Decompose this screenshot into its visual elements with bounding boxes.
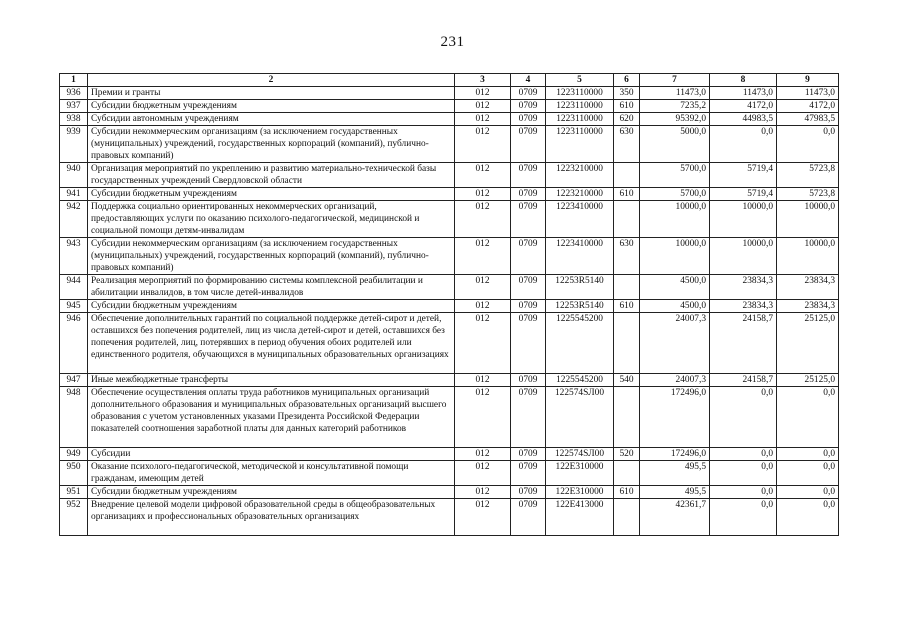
row-expense-kind (614, 313, 640, 374)
row-amount-col8: 10000,0 (710, 238, 777, 275)
row-name: Обеспечение осуществления оплаты труда работников муниципальных организаций дополнительного образования и муниципальных образовательных организаций высшего образования с учетом установленных указами Президента Российской Федерации показателей соотношения заработной платы для данных категорий работников (88, 387, 455, 448)
row-amount-col8: 0,0 (710, 126, 777, 163)
row-section-code: 0709 (511, 100, 546, 113)
row-amount-col7: 11473,0 (640, 87, 710, 100)
table-row (60, 126, 839, 163)
column-header: 9 (777, 74, 839, 87)
row-expense-kind (614, 163, 640, 188)
table-row (60, 448, 839, 461)
row-admin-code: 012 (455, 87, 511, 100)
column-header: 2 (88, 74, 455, 87)
row-article-code: 1223110000 (546, 113, 614, 126)
row-amount-col7: 495,5 (640, 486, 710, 499)
row-name: Субсидии некоммерческим организациям (за исключением государственных (муниципальных) учреждений, государственных корпораций (компаний), публично-правовых компаний) (88, 126, 455, 163)
row-amount-col9: 25125,0 (777, 374, 839, 387)
row-number: 945 (60, 300, 88, 313)
table-row (60, 486, 839, 499)
page-number: 231 (440, 34, 465, 50)
row-article-code: 12253R5140 (546, 300, 614, 313)
row-number: 939 (60, 126, 88, 163)
row-section-code: 0709 (511, 486, 546, 499)
row-name: Субсидии автономным учреждениям (88, 113, 455, 126)
row-amount-col7: 495,5 (640, 461, 710, 486)
row-amount-col9: 25125,0 (777, 313, 839, 374)
row-expense-kind (614, 461, 640, 486)
row-name: Реализация мероприятий по формированию системы комплексной реабилитации и абилитации инвалидов, в том числе детей-инвалидов (88, 275, 455, 300)
row-amount-col9: 23834,3 (777, 275, 839, 300)
row-amount-col9: 5723,8 (777, 163, 839, 188)
row-number: 942 (60, 201, 88, 238)
table-row (60, 313, 839, 374)
row-number: 948 (60, 387, 88, 448)
row-amount-col7: 24007,3 (640, 374, 710, 387)
row-amount-col9: 10000,0 (777, 201, 839, 238)
column-header: 5 (546, 74, 614, 87)
row-article-code: 1223110000 (546, 100, 614, 113)
table-row (60, 275, 839, 300)
row-expense-kind: 540 (614, 374, 640, 387)
row-article-code: 122E310000 (546, 486, 614, 499)
table-row (60, 461, 839, 486)
column-header: 4 (511, 74, 546, 87)
row-amount-col9: 47983,5 (777, 113, 839, 126)
row-number: 952 (60, 499, 88, 536)
row-amount-col9: 0,0 (777, 448, 839, 461)
row-amount-col7: 172496,0 (640, 448, 710, 461)
row-number: 946 (60, 313, 88, 374)
row-amount-col8: 5719,4 (710, 163, 777, 188)
row-amount-col7: 95392,0 (640, 113, 710, 126)
column-header: 6 (614, 74, 640, 87)
row-article-code: 122574SЛ00 (546, 387, 614, 448)
row-section-code: 0709 (511, 448, 546, 461)
row-name: Поддержка социально ориентированных некоммерческих организаций, предоставляющих услуги по оказанию психолого-педагогической, медицинской и социальной помощи детям-инвалидам (88, 201, 455, 238)
row-admin-code: 012 (455, 163, 511, 188)
table-row (60, 188, 839, 201)
row-number: 943 (60, 238, 88, 275)
row-name: Оказание психолого-педагогической, методической и консультативной помощи гражданам, имеющим детей (88, 461, 455, 486)
row-admin-code: 012 (455, 300, 511, 313)
row-amount-col8: 23834,3 (710, 275, 777, 300)
table-row (60, 201, 839, 238)
row-article-code: 1225545200 (546, 374, 614, 387)
row-expense-kind: 610 (614, 486, 640, 499)
column-header: 1 (60, 74, 88, 87)
column-header: 7 (640, 74, 710, 87)
row-expense-kind: 610 (614, 188, 640, 201)
row-amount-col7: 7235,2 (640, 100, 710, 113)
row-admin-code: 012 (455, 313, 511, 374)
row-admin-code: 012 (455, 238, 511, 275)
row-expense-kind: 520 (614, 448, 640, 461)
row-article-code: 1223210000 (546, 188, 614, 201)
row-admin-code: 012 (455, 201, 511, 238)
row-amount-col7: 5700,0 (640, 188, 710, 201)
row-number: 940 (60, 163, 88, 188)
table-header-row (60, 74, 839, 87)
budget-table (59, 73, 839, 536)
row-admin-code: 012 (455, 461, 511, 486)
row-expense-kind: 610 (614, 100, 640, 113)
row-expense-kind: 620 (614, 113, 640, 126)
row-amount-col9: 0,0 (777, 499, 839, 536)
table-row (60, 374, 839, 387)
row-expense-kind (614, 201, 640, 238)
table-row (60, 163, 839, 188)
row-section-code: 0709 (511, 163, 546, 188)
row-article-code: 122E310000 (546, 461, 614, 486)
row-number: 941 (60, 188, 88, 201)
row-amount-col8: 24158,7 (710, 374, 777, 387)
row-number: 937 (60, 100, 88, 113)
row-amount-col7: 42361,7 (640, 499, 710, 536)
row-name: Премии и гранты (88, 87, 455, 100)
table-row (60, 300, 839, 313)
row-amount-col8: 0,0 (710, 499, 777, 536)
row-article-code: 1223110000 (546, 126, 614, 163)
row-article-code: 12253R5140 (546, 275, 614, 300)
row-section-code: 0709 (511, 499, 546, 536)
row-amount-col8: 11473,0 (710, 87, 777, 100)
row-admin-code: 012 (455, 374, 511, 387)
row-amount-col9: 23834,3 (777, 300, 839, 313)
row-amount-col9: 0,0 (777, 126, 839, 163)
row-expense-kind: 350 (614, 87, 640, 100)
row-amount-col8: 23834,3 (710, 300, 777, 313)
row-article-code: 1223210000 (546, 163, 614, 188)
row-amount-col8: 5719,4 (710, 188, 777, 201)
row-article-code: 1223110000 (546, 87, 614, 100)
row-number: 947 (60, 374, 88, 387)
row-section-code: 0709 (511, 201, 546, 238)
row-admin-code: 012 (455, 188, 511, 201)
row-article-code: 122574SЛ00 (546, 448, 614, 461)
row-name: Субсидии бюджетным учреждениям (88, 486, 455, 499)
row-admin-code: 012 (455, 486, 511, 499)
row-name: Субсидии бюджетным учреждениям (88, 100, 455, 113)
row-number: 936 (60, 87, 88, 100)
row-name: Субсидии (88, 448, 455, 461)
row-amount-col8: 0,0 (710, 486, 777, 499)
row-expense-kind: 630 (614, 238, 640, 275)
row-amount-col8: 44983,5 (710, 113, 777, 126)
row-section-code: 0709 (511, 188, 546, 201)
row-number: 938 (60, 113, 88, 126)
column-header: 8 (710, 74, 777, 87)
table-row (60, 100, 839, 113)
row-amount-col7: 10000,0 (640, 201, 710, 238)
row-admin-code: 012 (455, 499, 511, 536)
row-expense-kind (614, 387, 640, 448)
row-amount-col8: 24158,7 (710, 313, 777, 374)
row-number: 949 (60, 448, 88, 461)
row-name: Иные межбюджетные трансферты (88, 374, 455, 387)
row-amount-col7: 4500,0 (640, 300, 710, 313)
row-amount-col8: 0,0 (710, 461, 777, 486)
row-admin-code: 012 (455, 275, 511, 300)
row-amount-col7: 10000,0 (640, 238, 710, 275)
row-amount-col8: 0,0 (710, 448, 777, 461)
row-section-code: 0709 (511, 113, 546, 126)
row-amount-col8: 10000,0 (710, 201, 777, 238)
row-admin-code: 012 (455, 387, 511, 448)
row-number: 951 (60, 486, 88, 499)
row-section-code: 0709 (511, 300, 546, 313)
row-amount-col9: 4172,0 (777, 100, 839, 113)
row-amount-col7: 172496,0 (640, 387, 710, 448)
row-section-code: 0709 (511, 313, 546, 374)
row-amount-col9: 5723,8 (777, 188, 839, 201)
column-header: 3 (455, 74, 511, 87)
row-section-code: 0709 (511, 374, 546, 387)
row-expense-kind (614, 499, 640, 536)
row-admin-code: 012 (455, 100, 511, 113)
row-section-code: 0709 (511, 275, 546, 300)
row-name: Организация мероприятий по укреплению и развитию материально-технической базы государственных учреждений Свердловской области (88, 163, 455, 188)
row-amount-col9: 0,0 (777, 486, 839, 499)
row-article-code: 1223410000 (546, 238, 614, 275)
row-amount-col9: 10000,0 (777, 238, 839, 275)
row-amount-col7: 24007,3 (640, 313, 710, 374)
table-row (60, 113, 839, 126)
row-article-code: 1225545200 (546, 313, 614, 374)
row-amount-col9: 0,0 (777, 387, 839, 448)
row-section-code: 0709 (511, 387, 546, 448)
row-admin-code: 012 (455, 113, 511, 126)
table-row (60, 499, 839, 536)
row-article-code: 122E413000 (546, 499, 614, 536)
row-amount-col9: 11473,0 (777, 87, 839, 100)
row-admin-code: 012 (455, 448, 511, 461)
row-section-code: 0709 (511, 461, 546, 486)
row-number: 944 (60, 275, 88, 300)
table-row (60, 87, 839, 100)
row-name: Субсидии некоммерческим организациям (за исключением государственных (муниципальных) учреждений, государственных корпораций (компаний), публично-правовых компаний) (88, 238, 455, 275)
row-section-code: 0709 (511, 87, 546, 100)
row-amount-col7: 4500,0 (640, 275, 710, 300)
row-name: Внедрение целевой модели цифровой образовательной среды в общеобразовательных организациях и профессиональных образовательных организациях (88, 499, 455, 536)
row-expense-kind: 610 (614, 300, 640, 313)
row-amount-col7: 5000,0 (640, 126, 710, 163)
table-row (60, 387, 839, 448)
row-section-code: 0709 (511, 126, 546, 163)
row-expense-kind (614, 275, 640, 300)
row-name: Обеспечение дополнительных гарантий по социальной поддержке детей-сирот и детей, оставшихся без попечения родителей, лиц из числа детей-сирот и детей, оставшихся без попечения родителей, лиц, потерявших в период обучения обоих родителей или единственного родителя, обучающихся в муниципальных образовательных организациях (88, 313, 455, 374)
row-amount-col8: 0,0 (710, 387, 777, 448)
table-row (60, 238, 839, 275)
row-name: Субсидии бюджетным учреждениям (88, 188, 455, 201)
row-name: Субсидии бюджетным учреждениям (88, 300, 455, 313)
row-amount-col7: 5700,0 (640, 163, 710, 188)
row-expense-kind: 630 (614, 126, 640, 163)
row-article-code: 1223410000 (546, 201, 614, 238)
row-amount-col9: 0,0 (777, 461, 839, 486)
row-number: 950 (60, 461, 88, 486)
row-admin-code: 012 (455, 126, 511, 163)
row-amount-col8: 4172,0 (710, 100, 777, 113)
row-section-code: 0709 (511, 238, 546, 275)
